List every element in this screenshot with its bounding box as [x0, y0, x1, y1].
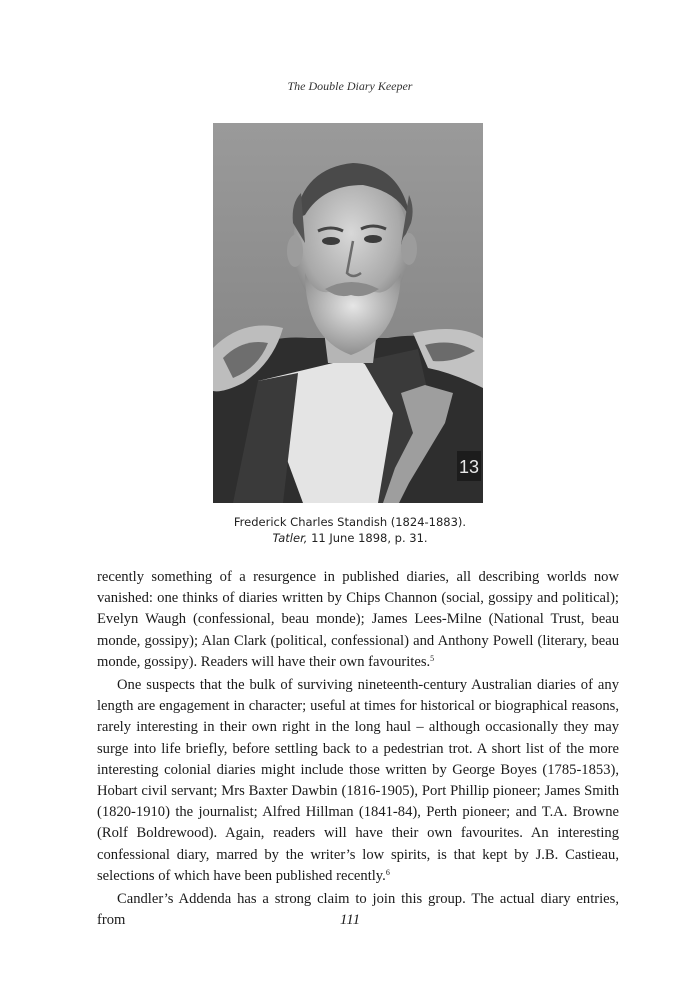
portrait-photo — [213, 123, 483, 503]
page-number: 111 — [339, 912, 361, 928]
paragraph-text: recently something of a resurgence in published diaries, all describing worlds now vanished: one thinks of diaries written by Chips Channon (social, gossipy and political); Evelyn Waugh (confessional, beau monde); James Lees-Milne (National Trust, beau monde, gossipy); Alan Clark (political, confessional) and Anthony Powell (literary, beau monde, gossipy). Readers will have their own favourites. — [97, 569, 619, 670]
panel-number: 13 — [458, 457, 480, 477]
footnote-marker[interactable]: 5 — [430, 653, 435, 663]
caption-line-1: Frederick Charles Standish (1824-1883). — [233, 515, 467, 529]
paragraph-text: Candler’s Addenda has a strong claim to join this group. The actual diary entries, from — [97, 891, 619, 929]
photo-caption — [0, 514, 700, 546]
footnote-marker[interactable]: 6 — [385, 867, 390, 877]
paragraph-text: One suspects that the bulk of surviving nineteenth-century Australian diaries of any length are engagement in character; useful at times for historical or biographical reasons, rarely interesting in their own right in the long haul – although occasionally they may surge into life briefly, before settling back to a pedestrian trot. A short list of the more interesting colonial diaries might include those written by George Boyes (1785-1853), Hobart civil servant; Mrs Baxter Dawbin (1816-1905), Port Phillip pioneer; James Smith (1820-1910) the journalist; Alfred Hillman (1841-84), Perth pioneer; and T.A. Browne (Rolf Boldrewood). Again, readers will have their own favourites. An interesting confessional diary, marred by the writer’s low spirits, is that kept by J.B. Castieau, selections of which have been published recently. — [97, 677, 619, 884]
caption-date-page: 11 June 1898, p. 31. — [307, 531, 428, 545]
caption-publication: Tatler, — [272, 531, 308, 545]
running-head: The Double Diary Keeper — [287, 79, 413, 93]
body-text — [97, 567, 619, 931]
paragraph — [97, 675, 619, 887]
portrait-illustration — [213, 123, 483, 503]
caption-line-2 — [0, 530, 700, 546]
paragraph — [97, 567, 619, 673]
